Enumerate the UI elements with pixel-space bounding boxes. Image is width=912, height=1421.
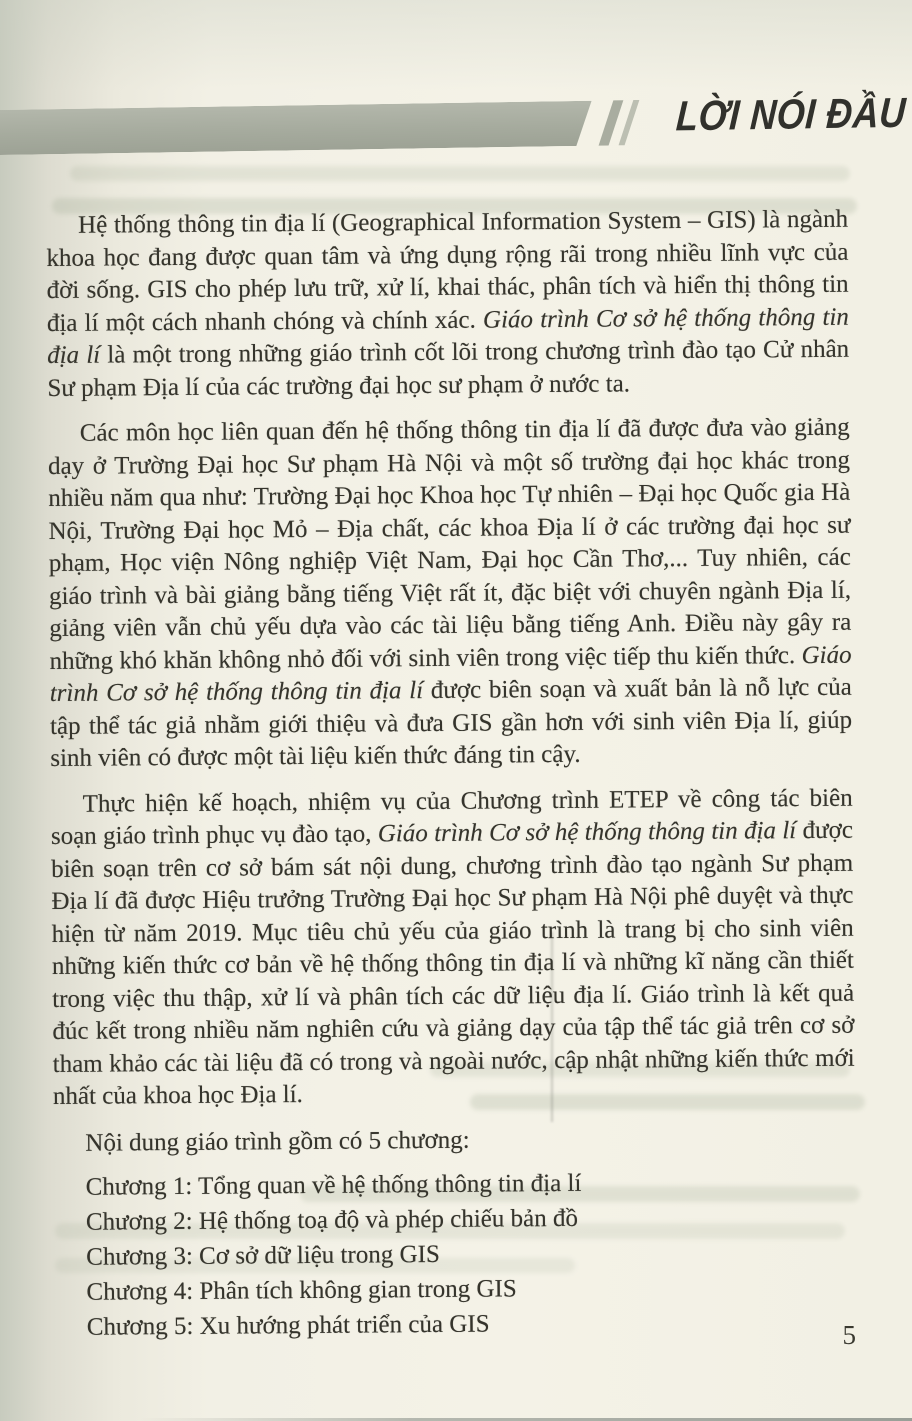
paragraph-text: là một trong những giáo trình cốt lõi trong chương trình đào tạo Cử nhân Sư phạm Địa lí của các trường đại học sư phạm ở nước ta. [47, 335, 850, 402]
paragraph-text: Hệ thống thông tin địa lí (Geographical Information System – GIS) là ngành khoa học đang được quan tâm và ứng dụng rộng rãi trong nhiều lĩnh vực của đời sống. GIS cho phép lưu trữ, xử lí, khai thác, phân tích và hiển thị thông tin địa lí một cách nhanh chóng và chính xác. [46, 205, 849, 337]
page-number: 5 [842, 1320, 856, 1350]
page-header [0, 0, 912, 180]
chapter-item: Chương 2: Hệ thống toạ độ và phép chiếu bản đồ [85, 1204, 579, 1236]
chapter-item: Chương 5: Xu hướng phát triển của GIS [86, 1310, 490, 1341]
book-title-italic: Giáo trình Cơ sở hệ thống thông tin địa lí [47, 303, 849, 369]
paragraphs-container [46, 204, 855, 1114]
chapter-item: Chương 1: Tổng quan về hệ thống thông tin địa lí [85, 1169, 582, 1201]
paragraph [48, 412, 853, 776]
chapter-list [54, 1163, 857, 1344]
book-title-italic: Giáo trình Cơ sở hệ thống thông tin địa lí [49, 641, 852, 707]
book-title-italic: Giáo trình Cơ sở hệ thống thông tin địa lí [377, 817, 797, 848]
paragraph-text: được biên soạn và xuất bản là nỗ lực của tập thể tác giả nhằm giới thiệu và đưa GIS gần hơn với sinh viên Địa lí, giúp sinh viên có được một tài liệu kiến thức đáng tin cậy. [49, 673, 853, 772]
paragraph-text: Thực hiện kế hoạch, nhiệm vụ của Chương trình ETEP về công tác biên soạn giáo trình phục vụ đào tạo, [50, 784, 853, 850]
page-title: LỜI NÓI ĐẦU [674, 88, 908, 140]
paragraph-text: Các môn học liên quan đến hệ thống thông tin địa lí đã được đưa vào giảng dạy ở Trường Đại học Sư phạm Hà Nội và một số trường đại học khác trong nhiều năm qua như: Trường Đại học Khoa học Tự nhiên – Đại học Quốc gia Hà Nội, Trường Đại học Mỏ – Địa chất, các khoa Địa lí ở các trường đại học sư phạm, Học viện Nông nghiệp Việt Nam, Đại học Cần Thơ,... Tuy nhiên, các giáo trình và bài giảng bằng tiếng Việt rất ít, đặc biệt với chuyên ngành Địa lí, giảng viên vẫn chủ yếu dựa vào các tài liệu bằng tiếng Anh. Điều này gây ra những khó khăn không nhỏ đối với sinh viên trong việc tiếp thu kiến thức. [47, 413, 852, 675]
header-stripe-icon [619, 100, 640, 145]
body-text [46, 204, 857, 1345]
header-bar-graphic [0, 101, 592, 155]
paragraph [46, 204, 850, 405]
chapters-intro: Nội dung giáo trình gồm có 5 chương: [85, 1126, 470, 1157]
chapter-item: Chương 4: Phân tích không gian trong GIS [86, 1274, 517, 1306]
chapter-item: Chương 3: Cơ sở dữ liệu trong GIS [86, 1240, 440, 1271]
paragraph [51, 782, 856, 1113]
paragraph-text: được biên soạn trên cơ sở bám sát nội dung, chương trình đào tạo ngành Sư phạm Địa lí đã được Hiệu trưởng Trường Đại học Sư phạm Hà Nội phê duyệt và thực hiện từ năm 2019. Mục tiêu chủ yếu của giáo trình là trang bị cho sinh viên những kiến thức cơ bản về hệ thống thông tin địa lí và những kĩ năng cần thiết trong việc thu thập, xử lí và phân tích các dữ liệu địa lí. Giáo trình là kết quả đúc kết trong nhiều năm nghiên cứu và giảng dạy của tập thể tác giả trên cơ sở tham khảo các tài liệu đã có trong và ngoài nước, cập nhật những kiến thức mới nhất của khoa học Địa lí. [51, 816, 855, 1110]
